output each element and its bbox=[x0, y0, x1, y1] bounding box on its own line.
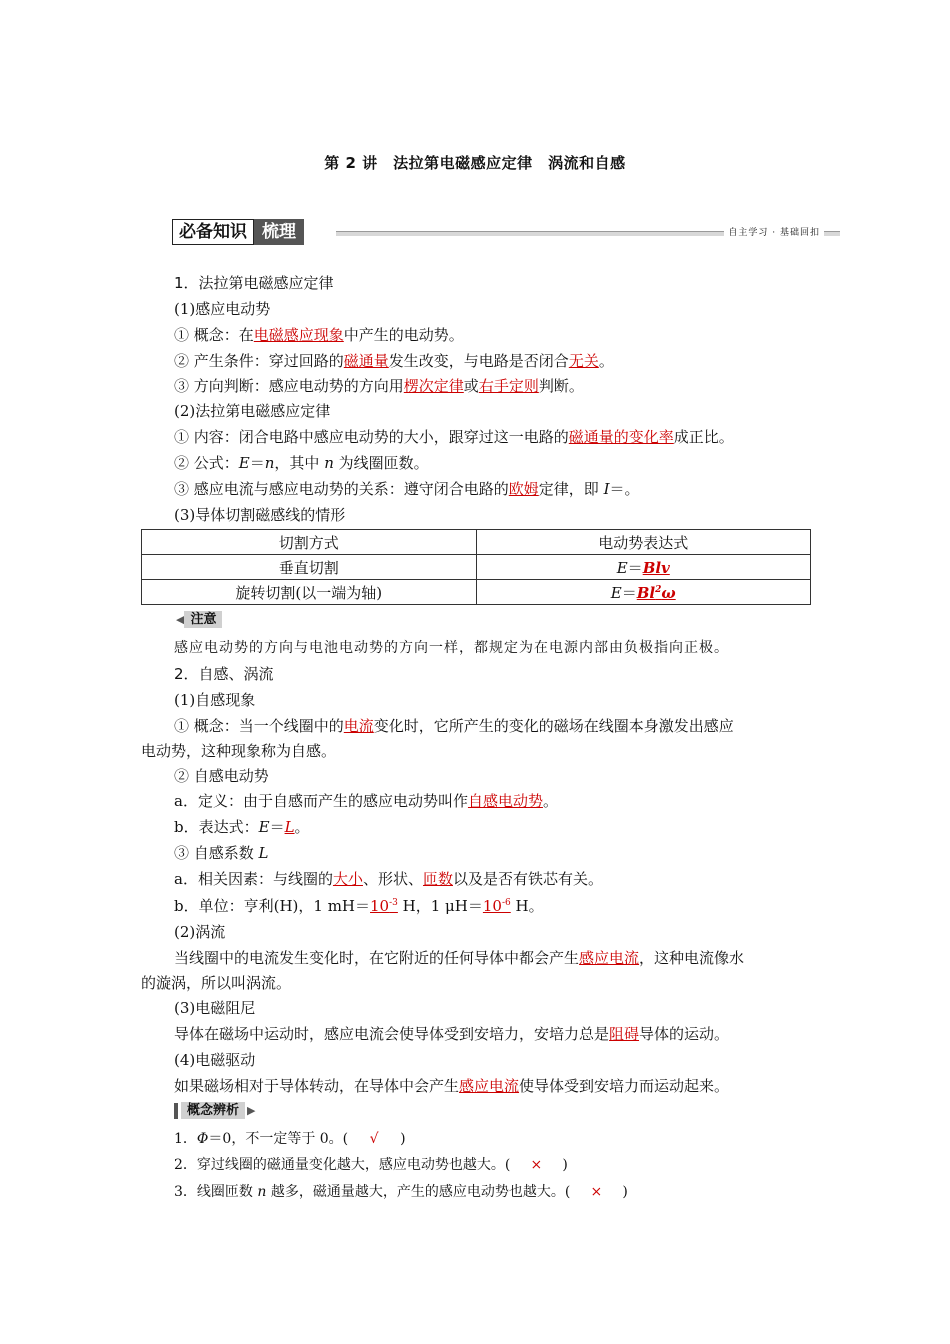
s2-units bbox=[174, 896, 544, 916]
symbol: Φ bbox=[196, 1131, 209, 1147]
banner-subtitle: 自主学习 · 基础回扣 bbox=[724, 225, 824, 238]
tag-bar bbox=[174, 1103, 178, 1119]
text: 中产生的电动势。 bbox=[343, 326, 464, 344]
answer: 电流 bbox=[343, 717, 374, 735]
answer: 感应电流 bbox=[579, 949, 640, 967]
s2-damping bbox=[174, 1024, 729, 1044]
text: 导体的运动。 bbox=[639, 1025, 730, 1043]
text: ＝ bbox=[627, 558, 643, 577]
table-row bbox=[142, 580, 811, 605]
text: ③ 感应电流与感应电动势的关系：遵守闭合电路的 bbox=[174, 480, 509, 498]
text: ③ 方向判断：感应电动势的方向用 bbox=[174, 377, 404, 395]
text: b．表达式： bbox=[174, 818, 259, 836]
s2-eddy bbox=[174, 948, 744, 968]
s2-factors bbox=[174, 869, 603, 889]
section-2-heading: 2．自感、涡流 bbox=[174, 665, 274, 683]
table-cell: 垂直切割 bbox=[142, 555, 477, 580]
s2-concept bbox=[174, 716, 734, 736]
text: 3．线圈匝数 bbox=[174, 1184, 258, 1200]
flag-icon: ▶ bbox=[247, 1104, 256, 1117]
s2-p4: (4)电磁驱动 bbox=[174, 1051, 256, 1069]
text: 或 bbox=[463, 377, 479, 395]
text: 。 bbox=[598, 352, 614, 370]
superscript: 2 bbox=[655, 584, 662, 595]
s1-content bbox=[174, 427, 734, 447]
banner-label bbox=[172, 219, 304, 245]
note-tag-label: 注意 bbox=[184, 611, 222, 628]
s1-relation bbox=[174, 479, 640, 499]
s2-drive bbox=[174, 1076, 729, 1096]
answer: 右手定则 bbox=[478, 377, 539, 395]
s1-p3: (3)导体切割磁感线的情形 bbox=[174, 506, 346, 524]
answer: 大小 bbox=[332, 870, 363, 888]
text: 如果磁场相对于导体转动，在导体中会产生 bbox=[174, 1077, 460, 1095]
text: ＝ bbox=[621, 583, 637, 602]
question-1 bbox=[174, 1129, 406, 1149]
s2-c3 bbox=[174, 843, 269, 863]
text: 。 bbox=[542, 792, 558, 810]
s2-eddy-line2: 的漩涡，所以叫涡流。 bbox=[141, 974, 292, 992]
text: 变化时，它所产生的变化的磁场在线圈本身激发出感应 bbox=[373, 717, 734, 735]
answer: 10 bbox=[482, 897, 502, 915]
answer: Blv bbox=[642, 558, 670, 577]
cutting-table bbox=[141, 529, 811, 605]
note-text: 感应电动势的方向与电池电动势的方向一样，都规定为在电源内部由负极指向正极。 bbox=[174, 640, 729, 656]
text: ＝。 bbox=[609, 480, 640, 498]
s1-p2: (2)法拉第电磁感应定律 bbox=[174, 402, 331, 420]
text: 当线圈中的电流发生变化时，在它附近的任何导体中都会产生 bbox=[174, 949, 580, 967]
text: a．相关因素：与线圈的 bbox=[174, 870, 333, 888]
answer: 欧姆 bbox=[508, 480, 539, 498]
symbol: E bbox=[258, 818, 270, 836]
superscript: -3 bbox=[389, 898, 398, 908]
answer: 感应电流 bbox=[459, 1077, 520, 1095]
text: 越多，磁通量越大，产生的感应电动势也越大。( bbox=[266, 1184, 571, 1200]
s2-p1: (1)自感现象 bbox=[174, 691, 256, 709]
section-banner bbox=[172, 219, 840, 245]
banner-label-a: 必备知识 bbox=[172, 219, 254, 245]
text: 判断。 bbox=[538, 377, 584, 395]
answer: 10 bbox=[370, 897, 390, 915]
question-3 bbox=[174, 1182, 628, 1202]
text: 1． bbox=[174, 1131, 197, 1147]
s1-p1: (1)感应电动势 bbox=[174, 300, 271, 318]
s2-definition bbox=[174, 791, 558, 811]
s2-p3: (3)电磁阻尼 bbox=[174, 999, 256, 1017]
check-mark-icon: √ bbox=[369, 1131, 379, 1147]
question-2 bbox=[174, 1155, 568, 1175]
symbol: n bbox=[257, 1184, 267, 1200]
answer: 磁通量 bbox=[343, 352, 389, 370]
answer: 磁通量的变化率 bbox=[568, 428, 674, 446]
answer: 电磁感应现象 bbox=[253, 326, 344, 344]
s1-direction bbox=[174, 376, 584, 396]
cross-mark-icon: × bbox=[590, 1184, 603, 1200]
table-cell bbox=[476, 580, 811, 605]
s1-condition bbox=[174, 351, 614, 371]
superscript: -6 bbox=[501, 898, 511, 908]
text: 、形状、 bbox=[362, 870, 423, 888]
table-header-row bbox=[142, 530, 811, 555]
table-header: 切割方式 bbox=[142, 530, 477, 555]
text: ② 公式： bbox=[174, 454, 239, 472]
text: ② 产生条件：穿过回路的 bbox=[174, 352, 344, 370]
text: 导体在磁场中运动时，感应电流会使导体受到安培力，安培力总是 bbox=[174, 1025, 610, 1043]
section-1-heading: 1．法拉第电磁感应定律 bbox=[174, 274, 334, 292]
symbol: n bbox=[264, 454, 275, 472]
text: ＝ bbox=[249, 454, 265, 472]
answer: L bbox=[284, 818, 295, 836]
text: 。 bbox=[294, 818, 310, 836]
banner-label-b: 梳理 bbox=[254, 219, 304, 245]
s1-concept bbox=[174, 325, 464, 345]
answer: ω bbox=[661, 583, 676, 602]
text: ① 概念：当一个线圈中的 bbox=[174, 717, 344, 735]
text: 以及是否有铁芯有关。 bbox=[453, 870, 604, 888]
symbol: E bbox=[616, 558, 628, 577]
text: ，这种电流像水 bbox=[639, 949, 745, 967]
symbol: I bbox=[603, 480, 610, 498]
text: 2．穿过线圈的磁通量变化越大，感应电动势也越大。( bbox=[174, 1157, 511, 1173]
text: 成正比。 bbox=[673, 428, 734, 446]
note-icon: ◀ bbox=[176, 613, 185, 626]
text: ① 概念：在 bbox=[174, 326, 254, 344]
text: ③ 自感系数 bbox=[174, 844, 259, 862]
text: ) bbox=[562, 1157, 568, 1173]
text: a．定义：由于自感而产生的感应电动势叫作 bbox=[174, 792, 468, 810]
note-tag bbox=[174, 611, 222, 628]
s2-p2: (2)涡流 bbox=[174, 923, 226, 941]
table-header: 电动势表达式 bbox=[476, 530, 811, 555]
text: H，1 μH＝ bbox=[397, 897, 483, 915]
s2-c2: ② 自感电动势 bbox=[174, 767, 269, 785]
text: ，其中 bbox=[274, 454, 325, 472]
text: 使导体受到安培力而运动起来。 bbox=[519, 1077, 730, 1095]
answer: 楞次定律 bbox=[403, 377, 464, 395]
text: ① 内容：闭合电路中感应电动势的大小，跟穿过这一电路的 bbox=[174, 428, 569, 446]
text: 为线圈匝数。 bbox=[333, 454, 429, 472]
analysis-tag-label: 概念辨析 bbox=[181, 1102, 245, 1119]
s2-concept-line2: 电动势，这种现象称为自感。 bbox=[141, 742, 337, 760]
answer: 匝数 bbox=[422, 870, 453, 888]
cross-mark-icon: × bbox=[530, 1157, 543, 1173]
text: b．单位：亨利(H)，1 mH＝ bbox=[174, 897, 371, 915]
text: ) bbox=[622, 1184, 628, 1200]
text: ＝ bbox=[269, 818, 285, 836]
s2-expression bbox=[174, 817, 310, 837]
text: ) bbox=[400, 1131, 406, 1147]
page-title: 第 2 讲 法拉第电磁感应定律 涡流和自感 bbox=[324, 154, 626, 172]
answer: Bl bbox=[636, 583, 656, 602]
symbol: E bbox=[610, 583, 622, 602]
text: 定律，即 bbox=[538, 480, 604, 498]
text: H。 bbox=[510, 897, 544, 915]
symbol: E bbox=[238, 454, 250, 472]
text: ＝0，不一定等于 0。( bbox=[208, 1131, 349, 1147]
table-cell: 旋转切割(以一端为轴) bbox=[142, 580, 477, 605]
text: 发生改变，与电路是否闭合 bbox=[388, 352, 569, 370]
answer: 自感电动势 bbox=[467, 792, 543, 810]
s1-formula bbox=[174, 453, 429, 473]
answer: 无关 bbox=[568, 352, 599, 370]
analysis-tag bbox=[174, 1102, 255, 1119]
answer: 阻碍 bbox=[609, 1025, 640, 1043]
table-cell bbox=[476, 555, 811, 580]
symbol: n bbox=[324, 454, 334, 472]
table-row bbox=[142, 555, 811, 580]
symbol: L bbox=[258, 844, 269, 862]
